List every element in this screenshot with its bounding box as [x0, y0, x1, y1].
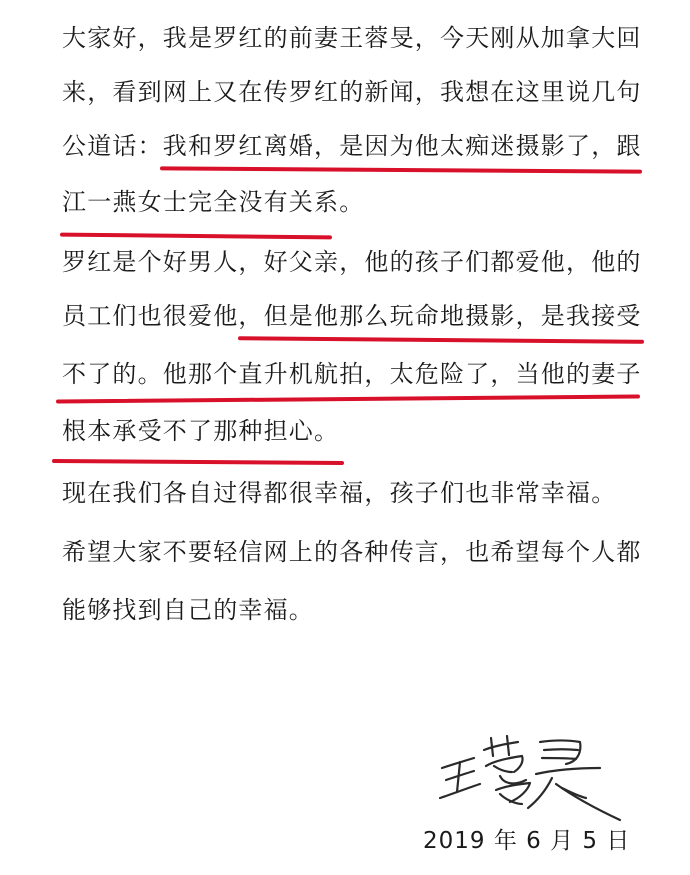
letter-line: 不了的。他那个直升机航拍，太危险了，当他的妻子 — [62, 360, 642, 388]
letter-line: 公道话：我和罗红离婚，是因为他太痴迷摄影了，跟 — [62, 132, 642, 160]
letter-line: 来，看到网上又在传罗红的新闻，我想在这里说几句 — [62, 78, 642, 106]
red-underline — [238, 336, 644, 344]
red-underline — [60, 233, 332, 240]
red-underline — [160, 166, 642, 173]
red-underline — [52, 459, 344, 465]
letter-line: 大家好，我是罗红的前妻王蓉旻，今天刚从加拿大回 — [62, 24, 642, 52]
letter-line: 江一燕女士完全没有关系。 — [62, 188, 365, 216]
letter-line: 罗红是个好男人，好父亲，他的孩子们都爱他，他的 — [62, 248, 642, 276]
svg-text:王蓉旻: 王蓉旻 — [430, 713, 479, 732]
red-underline — [56, 394, 640, 403]
letter-line: 根本承受不了那种担心。 — [62, 417, 340, 445]
handwritten-signature — [430, 713, 635, 823]
letter-date: 2019 年 6 月 5 日 — [423, 828, 631, 854]
letter-line: 希望大家不要轻信网上的各种传言，也希望每个人都 — [62, 538, 642, 566]
letter-line: 现在我们各自过得都很幸福，孩子们也非常幸福。 — [62, 479, 617, 507]
letter-line: 能够找到自己的幸福。 — [62, 596, 314, 624]
letter-line: 员工们也很爱他，但是他那么玩命地摄影，是我接受 — [62, 302, 642, 330]
